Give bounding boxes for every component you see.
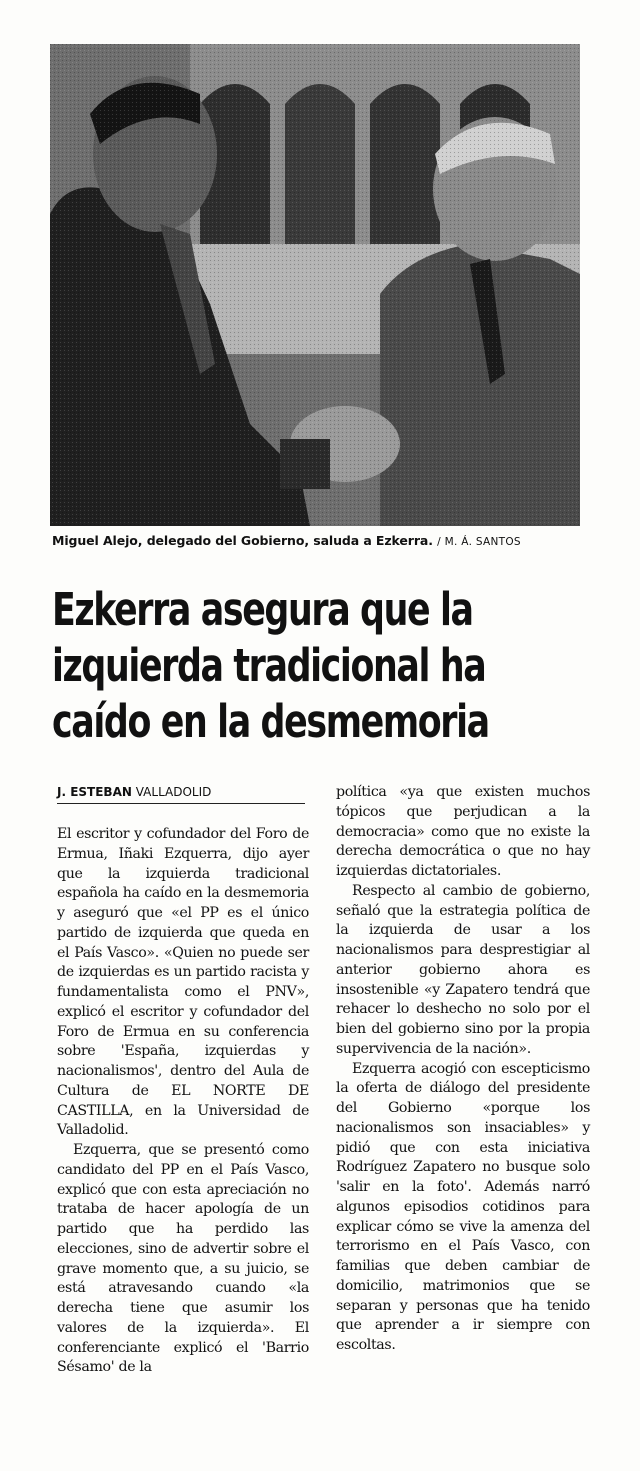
paragraph: Respecto al cambio de gobierno, señaló que la estrategia política de la izquierda de usar a los nacionalismos para desprestigiar al anterior gobierno ahora es insostenible «y Zapatero tendrá que rehacer lo deshecho no solo por el bien del gobierno sino por la propia supervivencia de la nación». <box>336 882 590 1057</box>
article-column-1 <box>57 825 309 1378</box>
headline: Ezkerra asegura que la izquierda tradicional ha caído en la desmemoria <box>52 583 489 748</box>
handshake-photo <box>50 44 580 526</box>
paragraph: Ezquerra acogió con escepticismo la oferta de diálogo del presidente del Gobierno «porque los nacionalismos son insaciables» y pidió que con esta iniciativa Rodríguez Zapatero no busque solo 'salir en la foto'. Además narró algunos episodios cotidinos para explicar cómo se vive la amenza del terrorismo en el País Vasco, con familias que deben cambiar de domicilio, matrimonios que se separan y personas que ha tenido que aprender a ir siempre con escoltas. <box>336 1060 590 1353</box>
news-photo <box>50 44 580 526</box>
byline-author: J. ESTEBAN <box>57 785 132 799</box>
paragraph: política «ya que existen muchos tópicos que perjudican a la democracia» como que no existe la derecha democrática o que no hay izquierdas dictatoriales. <box>336 784 590 879</box>
paragraph: Ezquerra, que se presentó como candidato del PP en el País Vasco, explicó que con esta apreciación no trataba de hacer apología de un partido que ha perdido las elecciones, sino de advertir sobre el grave momento que, a su juicio, se está atravesando cuando «la derecha tiene que asumir los valores de la izquierda». El conferenciante explicó el 'Barrio Sésamo' de la <box>57 1142 309 1376</box>
photo-credit: / M. Á. SANTOS <box>437 536 521 548</box>
article-column-2 <box>336 783 590 1356</box>
byline-location: VALLADOLID <box>135 785 212 799</box>
caption-text: Miguel Alejo, delegado del Gobierno, saluda a Ezkerra. <box>52 533 433 548</box>
byline <box>57 785 305 804</box>
paragraph: El escritor y cofundador del Foro de Ermua, Iñaki Ezquerra, dijo ayer que la izquierda tradicional española ha caído en la desmemoria y aseguró que «el PP es el único partido de izquierda que queda en el País Vasco». «Quien no puede ser de izquierdas es un partido racista y fundamentalista como el PNV», explicó el escritor y cofundador del Foro de Ermua en su conferencia sobre 'España, izquierdas y nacionalismos', dentro del Aula de Cultura de EL NORTE DE CASTILLA, en la Universidad de Valladolid. <box>57 826 309 1139</box>
photo-caption <box>52 533 592 548</box>
